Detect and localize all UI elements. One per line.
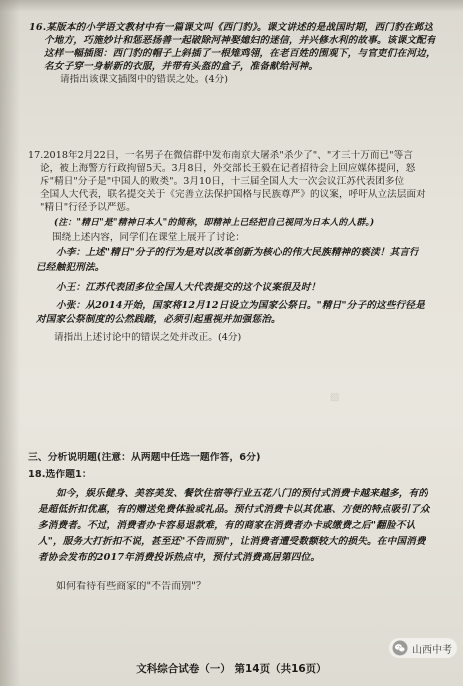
q16-question: 请指出该课文插图中的错误之处。(4分) [60, 74, 229, 85]
page-footer: 文科综合试卷（一） 第14页（共16页） [136, 663, 327, 675]
q16-line-4: 名女子穿一身崭新的衣服，并带有头盔的盒子，准备献给河神。 [44, 61, 319, 72]
q17-intro: 围绕上述内容，同学们在课堂上展开了讨论： [52, 232, 245, 243]
wechat-icon [392, 640, 408, 656]
q17-line-1: 17.2018年2月22日，一名男子在微信群中发布南京大屠杀"杀少了"、"才三十万而已"等言 [28, 150, 413, 161]
q17-xiaoli-2: 已经触犯刑法。 [36, 262, 105, 273]
q18-question: 如何看待有些商家的"不告而别"？ [56, 581, 206, 592]
q18-line-1: 如今，娱乐健身、美容美发、餐饮住宿等行业五花八门的预付式消费卡越来越多，有的 [56, 488, 429, 499]
q17-xiaozhang-1: 小张：从2014开始，国家将12月12日设立为国家公祭日。"精日"分子的这些行径是 [56, 300, 426, 311]
page-shadow-left [0, 0, 20, 686]
q16-line-3: 这样一幅插图：西门豹的帽子上斜插了一根雉鸡翎，在老百姓的围观下，与官吏们在河边， [44, 48, 436, 59]
q16-line-2: 个地方，巧施妙计和惩恶扬善一起破除河神娶媳妇的迷信，并兴修水利的故事。该课文配有 [44, 35, 436, 46]
q17-line-4: 全国人大代表，联名提交关于《完善立法保护国格与民族尊严》的议案，呼吁从立法层面对 [40, 189, 426, 200]
q17-line-3: 斥"精日"分子是"中国人的败类"。3月10日，十三届全国人大一次会议江苏代表团多位 [40, 176, 405, 187]
q17-line-5: "精日"行径予以严惩。 [40, 202, 136, 213]
q18-line-3: 多消费者。不过，消费者办卡容易退款难，有的商家在消费者办卡或缴费之后"翻脸不认 [38, 520, 416, 531]
q18-line-4: 人"，服务大打折扣不说，甚至还"不告而别"，让消费者遭受数额较大的损失。在中国消费 [38, 536, 426, 547]
q18-line-2: 是超低折扣优惠，有的赠送免费体验或礼品。预付式消费卡以其优惠、方便的特点吸引了众 [38, 504, 430, 515]
q17-xiaoli-1: 小李：上述"精日"分子的行为是对以改革创新为核心的伟大民族精神的亵渎！其言行 [56, 247, 419, 258]
wechat-watermark [389, 638, 457, 658]
section3-heading: 三、分析说明题(注意：从两题中任选一题作答，6分) [28, 452, 261, 463]
watermark-text: 山西中考 [412, 644, 452, 656]
q18-title: 18.选作题1： [28, 469, 92, 480]
q17-line-2: 论，被上海警方行政拘留5天。3月8日，外交部长王毅在记者招待会上回应媒体提问，怒 [40, 163, 416, 174]
q17-question: 请指出上述讨论中的错误之处并改正。(4分) [54, 332, 242, 343]
page-shadow-top [0, 0, 463, 12]
bleed-through-mark: ▨ [330, 392, 340, 403]
q17-xiaowang: 小王：江苏代表团多位全国人大代表提交的这个议案很及时！ [56, 282, 321, 293]
q17-note: (注："精日"是"精神日本人"的简称，即精神上已经把自己视同为日本人的人群。) [54, 218, 375, 228]
q17-xiaozhang-2: 对国家公祭制度的公然践踏，必须引起重视并加强惩治。 [36, 314, 281, 325]
q16-line-1: 16.某版本的小学语文教材中有一篇课文叫《西门豹》。课文讲述的是战国时期，西门豹在邺这 [29, 22, 434, 33]
q18-line-5: 者协会发布的2017年消费投诉热点中，预付式消费高居第四位。 [38, 552, 321, 563]
